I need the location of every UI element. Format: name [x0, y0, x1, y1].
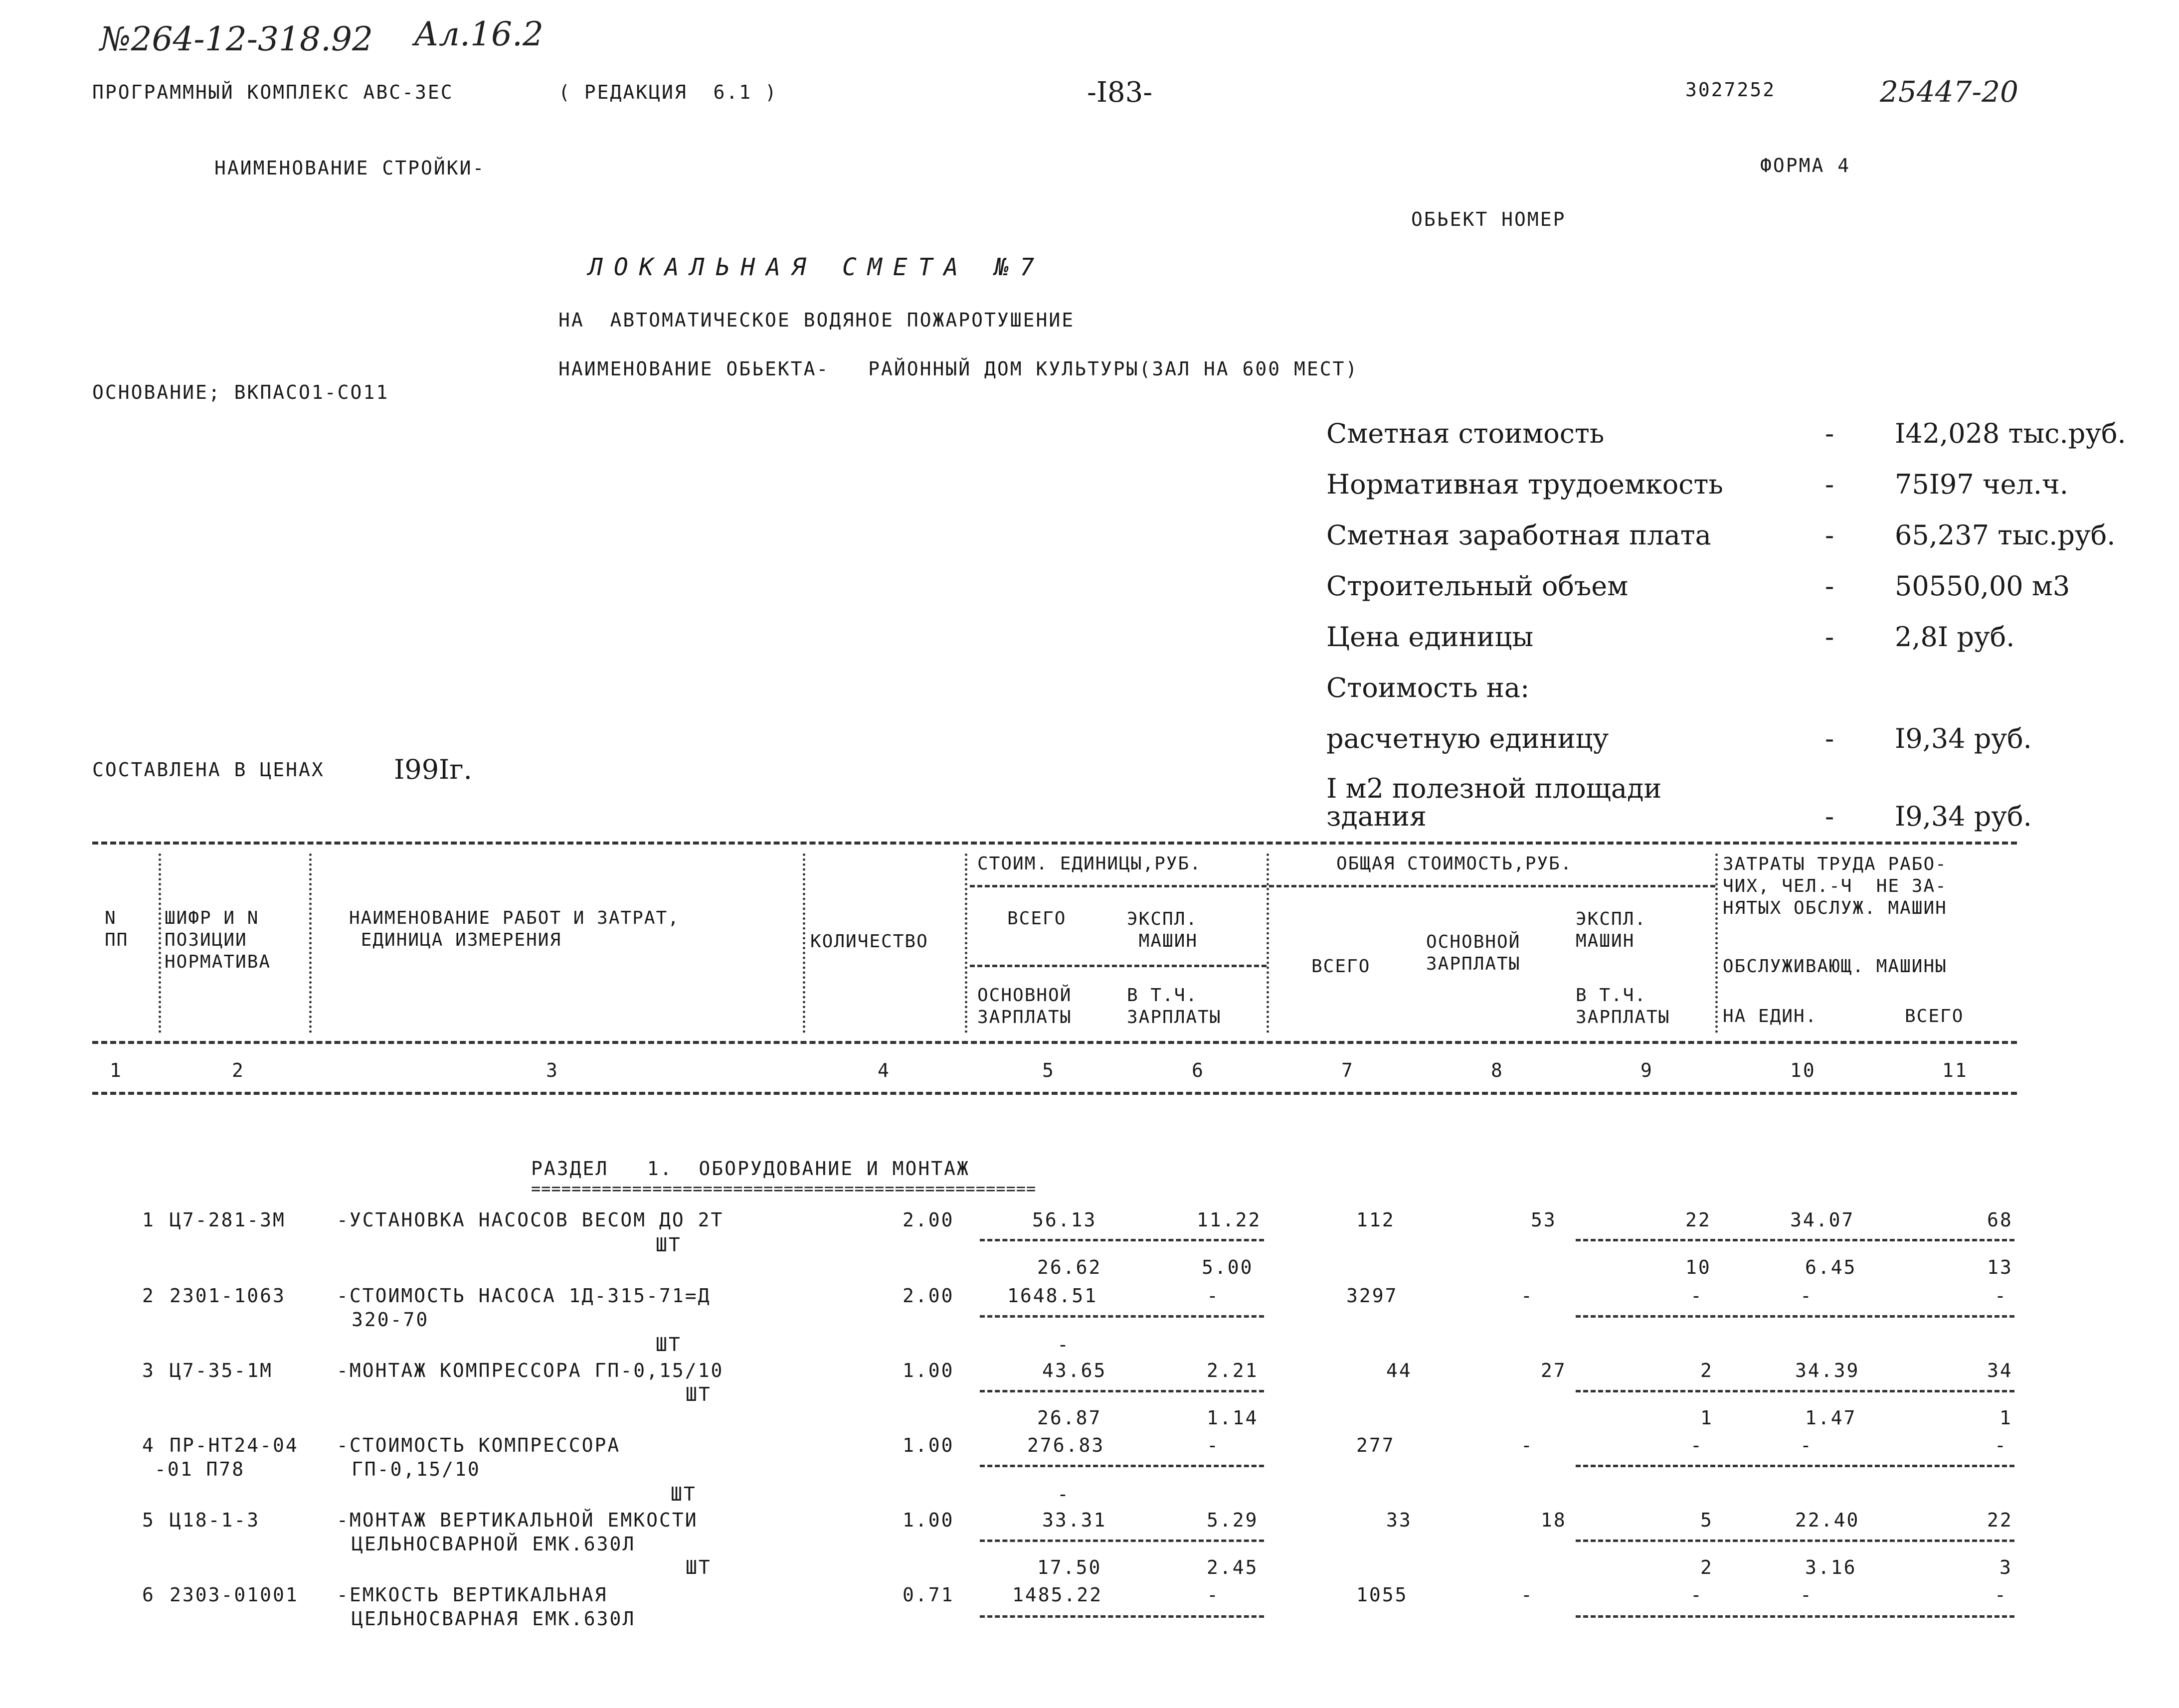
cell-rule	[1576, 1465, 2014, 1467]
summary-dash: -	[1825, 801, 1834, 832]
row-code: Ц18-1-3	[170, 1509, 260, 1531]
row-number: 3	[142, 1360, 155, 1381]
summary-estimated-cost	[1326, 418, 2169, 463]
table-numbers-rule	[92, 1092, 2017, 1095]
col-header-total-cost: ОБЩАЯ СТОИМОСТЬ,РУБ.	[1336, 854, 1573, 874]
handwritten-code: 25447-20	[1880, 75, 2018, 109]
row-labor-unit: 22.40	[1795, 1509, 1860, 1531]
row-qty: 2.00	[903, 1209, 954, 1231]
row-name-cont: ЦЕЛЬНОСВАРНАЯ ЕМК.630Л	[352, 1608, 636, 1630]
summary-volume	[1326, 570, 2169, 615]
section-title: РАЗДЕЛ 1. ОБОРУДОВАНИЕ И МОНТАЖ	[531, 1158, 970, 1180]
row-labor-mach-total: 1	[1999, 1407, 2012, 1429]
table-top-rule	[92, 842, 2017, 845]
row-name: -УСТАНОВКА НАСОСОВ ВЕСОМ ДО 2Т	[337, 1209, 724, 1231]
row-labor-unit: -	[1800, 1285, 1813, 1307]
row-total-wage: 53	[1531, 1209, 1557, 1231]
row-labor-total: 68	[1987, 1209, 2013, 1231]
row-labor-mach-unit: 1.47	[1805, 1407, 1857, 1429]
summary-value: I9,34 руб.	[1895, 801, 2032, 832]
subheader-rule	[970, 885, 1267, 887]
subheader-rule	[1269, 885, 1715, 887]
row-labor-total: -	[1995, 1584, 2007, 1606]
row-unit-wage: 26.87	[1037, 1407, 1102, 1429]
row-unit-mach: 2.21	[1207, 1360, 1259, 1381]
row-qty: 0.71	[903, 1584, 954, 1606]
row-total-mach: -	[1690, 1584, 1703, 1606]
summary-value: 75I97 чел.ч.	[1895, 469, 2068, 500]
summary-value: 50550,00 м3	[1895, 570, 2070, 602]
summary-dash: -	[1825, 418, 1834, 449]
summary-dash: -	[1825, 723, 1834, 754]
row-unit-wage: -	[1057, 1483, 1070, 1505]
col-header-total-mach: ЭКСПЛ. МАШИН	[1576, 909, 1647, 951]
summary-dash: -	[1825, 621, 1834, 653]
summary-label: Цена единицы	[1326, 621, 1534, 653]
row-unit-wage: 17.50	[1037, 1556, 1102, 1578]
row-total-wage: -	[1521, 1434, 1534, 1456]
handwritten-reference: №264-12-318.92	[100, 20, 373, 58]
subtitle: НА АВТОМАТИЧЕСКОЕ ВОДЯНОЕ ПОЖАРОТУШЕНИЕ	[558, 309, 1075, 331]
col-number: 9	[1640, 1059, 1653, 1081]
handwritten-reference-2: Ал.16.2	[414, 15, 544, 53]
row-labor-unit: -	[1800, 1584, 1813, 1606]
row-total: 44	[1386, 1360, 1412, 1381]
cell-rule	[980, 1390, 1264, 1392]
row-total-wage: -	[1521, 1584, 1534, 1606]
col-header-total-all: ВСЕГО	[1311, 956, 1371, 977]
row-unit: ШТ	[656, 1234, 682, 1256]
col-header-unit-total: ВСЕГО	[1007, 908, 1067, 929]
row-unit-mach-wage: 5.00	[1202, 1256, 1254, 1278]
summary-label: I м2 полезной площади	[1326, 773, 1662, 804]
col-header-name: НАИМЕНОВАНИЕ РАБОТ И ЗАТРАТ, ЕДИНИЦА ИЗМЕРЕНИЯ	[349, 908, 680, 950]
row-unit-mach: -	[1207, 1434, 1220, 1456]
page-title: ЛОКАЛЬНАЯ СМЕТА №7	[588, 253, 1046, 281]
col-number: 3	[546, 1059, 559, 1081]
row-total: 112	[1356, 1209, 1395, 1231]
summary-label: Стоимость на:	[1326, 672, 1530, 703]
col-header-unit-mach-wage: В Т.Ч. ЗАРПЛАТЫ	[1127, 985, 1222, 1027]
col-header-labor: ЗАТРАТЫ ТРУДА РАБО- ЧИХ, ЧЕЛ.-Ч НЕ ЗА- НЯТЫХ ОБСЛУЖ. МАШИН	[1723, 854, 1947, 918]
row-qty: 1.00	[903, 1434, 954, 1456]
row-name: -ЕМКОСТЬ ВЕРТИКАЛЬНАЯ	[337, 1584, 608, 1606]
row-unit-mach-wage: 1.14	[1207, 1407, 1259, 1429]
row-labor-mach-unit: 6.45	[1805, 1256, 1857, 1278]
row-code: 2301-1063	[170, 1285, 286, 1307]
row-total-wage: 18	[1541, 1509, 1567, 1531]
row-code-cont: -01 П78	[155, 1458, 245, 1480]
col-separator	[159, 854, 161, 1033]
prices-year: I99Iг.	[394, 754, 472, 785]
col-header-n: N ПП	[105, 908, 129, 950]
summary-label: Нормативная трудоемкость	[1326, 469, 1723, 500]
form-number: ФОРМА 4	[1760, 155, 1851, 176]
col-number: 8	[1491, 1059, 1504, 1081]
row-number: 4	[142, 1434, 155, 1456]
row-unit-total: 276.83	[1027, 1434, 1105, 1456]
summary-value: 2,8I руб.	[1895, 621, 2015, 653]
col-separator	[309, 854, 312, 1033]
row-total: 33	[1386, 1509, 1412, 1531]
row-total: 1055	[1356, 1584, 1408, 1606]
row-labor-mach-unit: 3.16	[1805, 1556, 1857, 1578]
col-header-code: ШИФР И N ПОЗИЦИИ НОРМАТИВА	[165, 908, 271, 972]
cell-rule	[980, 1239, 1264, 1241]
row-code: Ц7-281-3М	[170, 1209, 286, 1231]
row-total-wage: 27	[1541, 1360, 1567, 1381]
col-header-unit-cost: СТОИМ. ЕДИНИЦЫ,РУБ.	[977, 854, 1202, 874]
row-code: Ц7-35-1М	[170, 1360, 273, 1381]
row-unit-total: 1485.22	[1012, 1584, 1103, 1606]
col-header-unit-wage: ОСНОВНОЙ ЗАРПЛАТЫ	[977, 985, 1072, 1027]
cell-rule	[980, 1539, 1264, 1542]
row-number: 1	[142, 1209, 155, 1231]
col-number: 6	[1192, 1059, 1205, 1081]
row-total-mach: -	[1690, 1285, 1703, 1307]
row-labor-mach-total: 3	[1999, 1556, 2012, 1578]
cell-rule	[1576, 1315, 2014, 1318]
program-name: ПРОГРАММНЫЙ КОМПЛЕКС АВС-ЗЕС	[92, 81, 454, 103]
summary-unit-price	[1326, 621, 2169, 666]
row-name: -СТОИМОСТЬ КОМПРЕССОРА	[337, 1434, 621, 1456]
row-unit-mach: -	[1207, 1285, 1220, 1307]
row-unit-total: 1648.51	[1007, 1285, 1098, 1307]
row-name: -МОНТАЖ КОМПРЕССОРА ГП-0,15/10	[337, 1360, 724, 1381]
summary-calc-unit	[1326, 723, 2169, 768]
row-unit-mach: 11.22	[1197, 1209, 1262, 1231]
row-labor-unit: 34.07	[1790, 1209, 1855, 1231]
row-unit: ШТ	[686, 1383, 712, 1405]
row-labor-mach-total: 13	[1987, 1256, 2013, 1278]
row-unit: ШТ	[656, 1334, 682, 1356]
summary-dash: -	[1825, 570, 1834, 602]
row-unit-total: 56.13	[1032, 1209, 1097, 1231]
row-name-cont: ГП-0,15/10	[352, 1458, 481, 1480]
row-qty: 2.00	[903, 1285, 954, 1307]
prices-label: СОСТАВЛЕНА В ЦЕНАХ	[92, 759, 325, 781]
row-total-mach: 2	[1700, 1360, 1713, 1381]
cell-rule	[980, 1465, 1264, 1467]
row-unit-mach: -	[1207, 1584, 1220, 1606]
col-number: 4	[878, 1059, 891, 1081]
col-number: 2	[232, 1059, 245, 1081]
summary-labor-intensity	[1326, 469, 2169, 513]
row-unit-wage: -	[1057, 1334, 1070, 1356]
doc-code: 3027252	[1685, 79, 1776, 101]
col-number: 1	[110, 1059, 123, 1081]
cell-rule	[1576, 1615, 2014, 1618]
row-name-cont: ЦЕЛЬНОСВАРНОЙ ЕМК.630Л	[352, 1533, 636, 1555]
cell-rule	[980, 1615, 1264, 1618]
row-total-wage: -	[1521, 1285, 1534, 1307]
row-total-mach: 22	[1685, 1209, 1711, 1231]
row-unit-mach: 5.29	[1207, 1509, 1259, 1531]
row-unit-wage: 26.62	[1037, 1256, 1102, 1278]
basis: ОСНОВАНИЕ; ВКПАСО1-СО11	[92, 381, 389, 403]
summary-value: I42,028 тыс.руб.	[1895, 418, 2126, 449]
col-header-total-mach-wage: В Т.Ч. ЗАРПЛАТЫ	[1576, 985, 1670, 1027]
col-separator	[965, 854, 967, 1033]
summary-label: Сметная стоимость	[1326, 418, 1605, 449]
summary-dash: -	[1825, 469, 1834, 500]
object-number-label: ОБЬЕКТ НОМЕР	[1411, 208, 1566, 230]
col-header-qty: КОЛИЧЕСТВО	[810, 931, 928, 952]
cell-rule	[1576, 1390, 2014, 1392]
col-header-labor-unit: НА ЕДИН.	[1723, 1006, 1817, 1026]
row-code: ПР-НТ24-04	[170, 1434, 299, 1456]
row-labor-total: 34	[1987, 1360, 2013, 1381]
summary-value: 65,237 тыс.руб.	[1895, 519, 2116, 551]
cell-rule	[1576, 1239, 2014, 1241]
row-unit-total: 43.65	[1042, 1360, 1107, 1381]
cell-rule	[1576, 1539, 2014, 1542]
row-total: 3297	[1346, 1285, 1398, 1307]
col-separator	[803, 854, 805, 1033]
summary-value: I9,34 руб.	[1895, 723, 2032, 754]
col-number: 10	[1790, 1059, 1816, 1081]
col-separator	[1267, 854, 1269, 1033]
col-header-labor-total: ВСЕГО	[1905, 1006, 1964, 1026]
row-total-mach-wage: 2	[1700, 1556, 1713, 1578]
row-labor-total: 22	[1987, 1509, 2013, 1531]
summary-cost-on	[1326, 672, 2169, 717]
page-number: -I83-	[1087, 76, 1153, 109]
row-number: 2	[142, 1285, 155, 1307]
col-separator	[1715, 854, 1718, 1033]
summary-building	[1326, 801, 2169, 846]
row-total: 277	[1356, 1434, 1395, 1456]
row-total-mach-wage: 1	[1700, 1407, 1713, 1429]
row-number: 5	[142, 1509, 155, 1531]
col-header-total-wage: ОСНОВНОЙ ЗАРПЛАТЫ	[1426, 932, 1521, 974]
object-name: НАИМЕНОВАНИЕ ОБЬЕКТА- РАЙОННЫЙ ДОМ КУЛЬТУРЫ(ЗАЛ НА 600 МЕСТ)	[558, 358, 1359, 380]
col-number: 7	[1341, 1059, 1354, 1081]
row-total-mach: 5	[1700, 1509, 1713, 1531]
row-labor-total: -	[1995, 1285, 2007, 1307]
summary-dash: -	[1825, 519, 1834, 551]
row-labor-unit: 34.39	[1795, 1360, 1860, 1381]
col-header-labor-mach: ОБСЛУЖИВАЮЩ. МАШИНЫ	[1723, 956, 1947, 977]
subheader-rule	[970, 965, 1267, 967]
table-header-rule	[92, 1041, 2017, 1044]
col-number: 5	[1042, 1059, 1055, 1081]
row-labor-unit: -	[1800, 1434, 1813, 1456]
row-name-cont: 320-70	[352, 1309, 429, 1331]
col-header-unit-mach: ЭКСПЛ. МАШИН	[1127, 909, 1198, 951]
summary-label: расчетную единицу	[1326, 723, 1609, 754]
col-number: 11	[1942, 1059, 1968, 1081]
row-unit-mach-wage: 2.45	[1207, 1556, 1259, 1578]
summary-label: Строительный объем	[1326, 570, 1629, 602]
row-unit: ШТ	[686, 1556, 712, 1578]
row-qty: 1.00	[903, 1360, 954, 1381]
row-name: -СТОИМОСТЬ НАСОСА 1Д-315-71=Д	[337, 1285, 711, 1307]
edition: ( РЕДАКЦИЯ 6.1 )	[558, 81, 778, 103]
row-name: -МОНТАЖ ВЕРТИКАЛЬНОЙ ЕМКОСТИ	[337, 1509, 698, 1531]
row-labor-total: -	[1995, 1434, 2007, 1456]
row-number: 6	[142, 1584, 155, 1606]
construction-name-label: НАИМЕНОВАНИЕ СТРОЙКИ-	[214, 157, 486, 179]
summary-wages	[1326, 519, 2169, 564]
summary-label: здания	[1326, 801, 1427, 832]
row-unit: ШТ	[671, 1483, 697, 1505]
section-underline: ==================================================	[531, 1179, 1037, 1198]
row-total-mach: -	[1690, 1434, 1703, 1456]
summary-label: Сметная заработная плата	[1326, 519, 1711, 551]
row-qty: 1.00	[903, 1509, 954, 1531]
row-code: 2303-01001	[170, 1584, 299, 1606]
row-total-mach-wage: 10	[1685, 1256, 1711, 1278]
row-unit-total: 33.31	[1042, 1509, 1107, 1531]
cell-rule	[980, 1315, 1264, 1318]
